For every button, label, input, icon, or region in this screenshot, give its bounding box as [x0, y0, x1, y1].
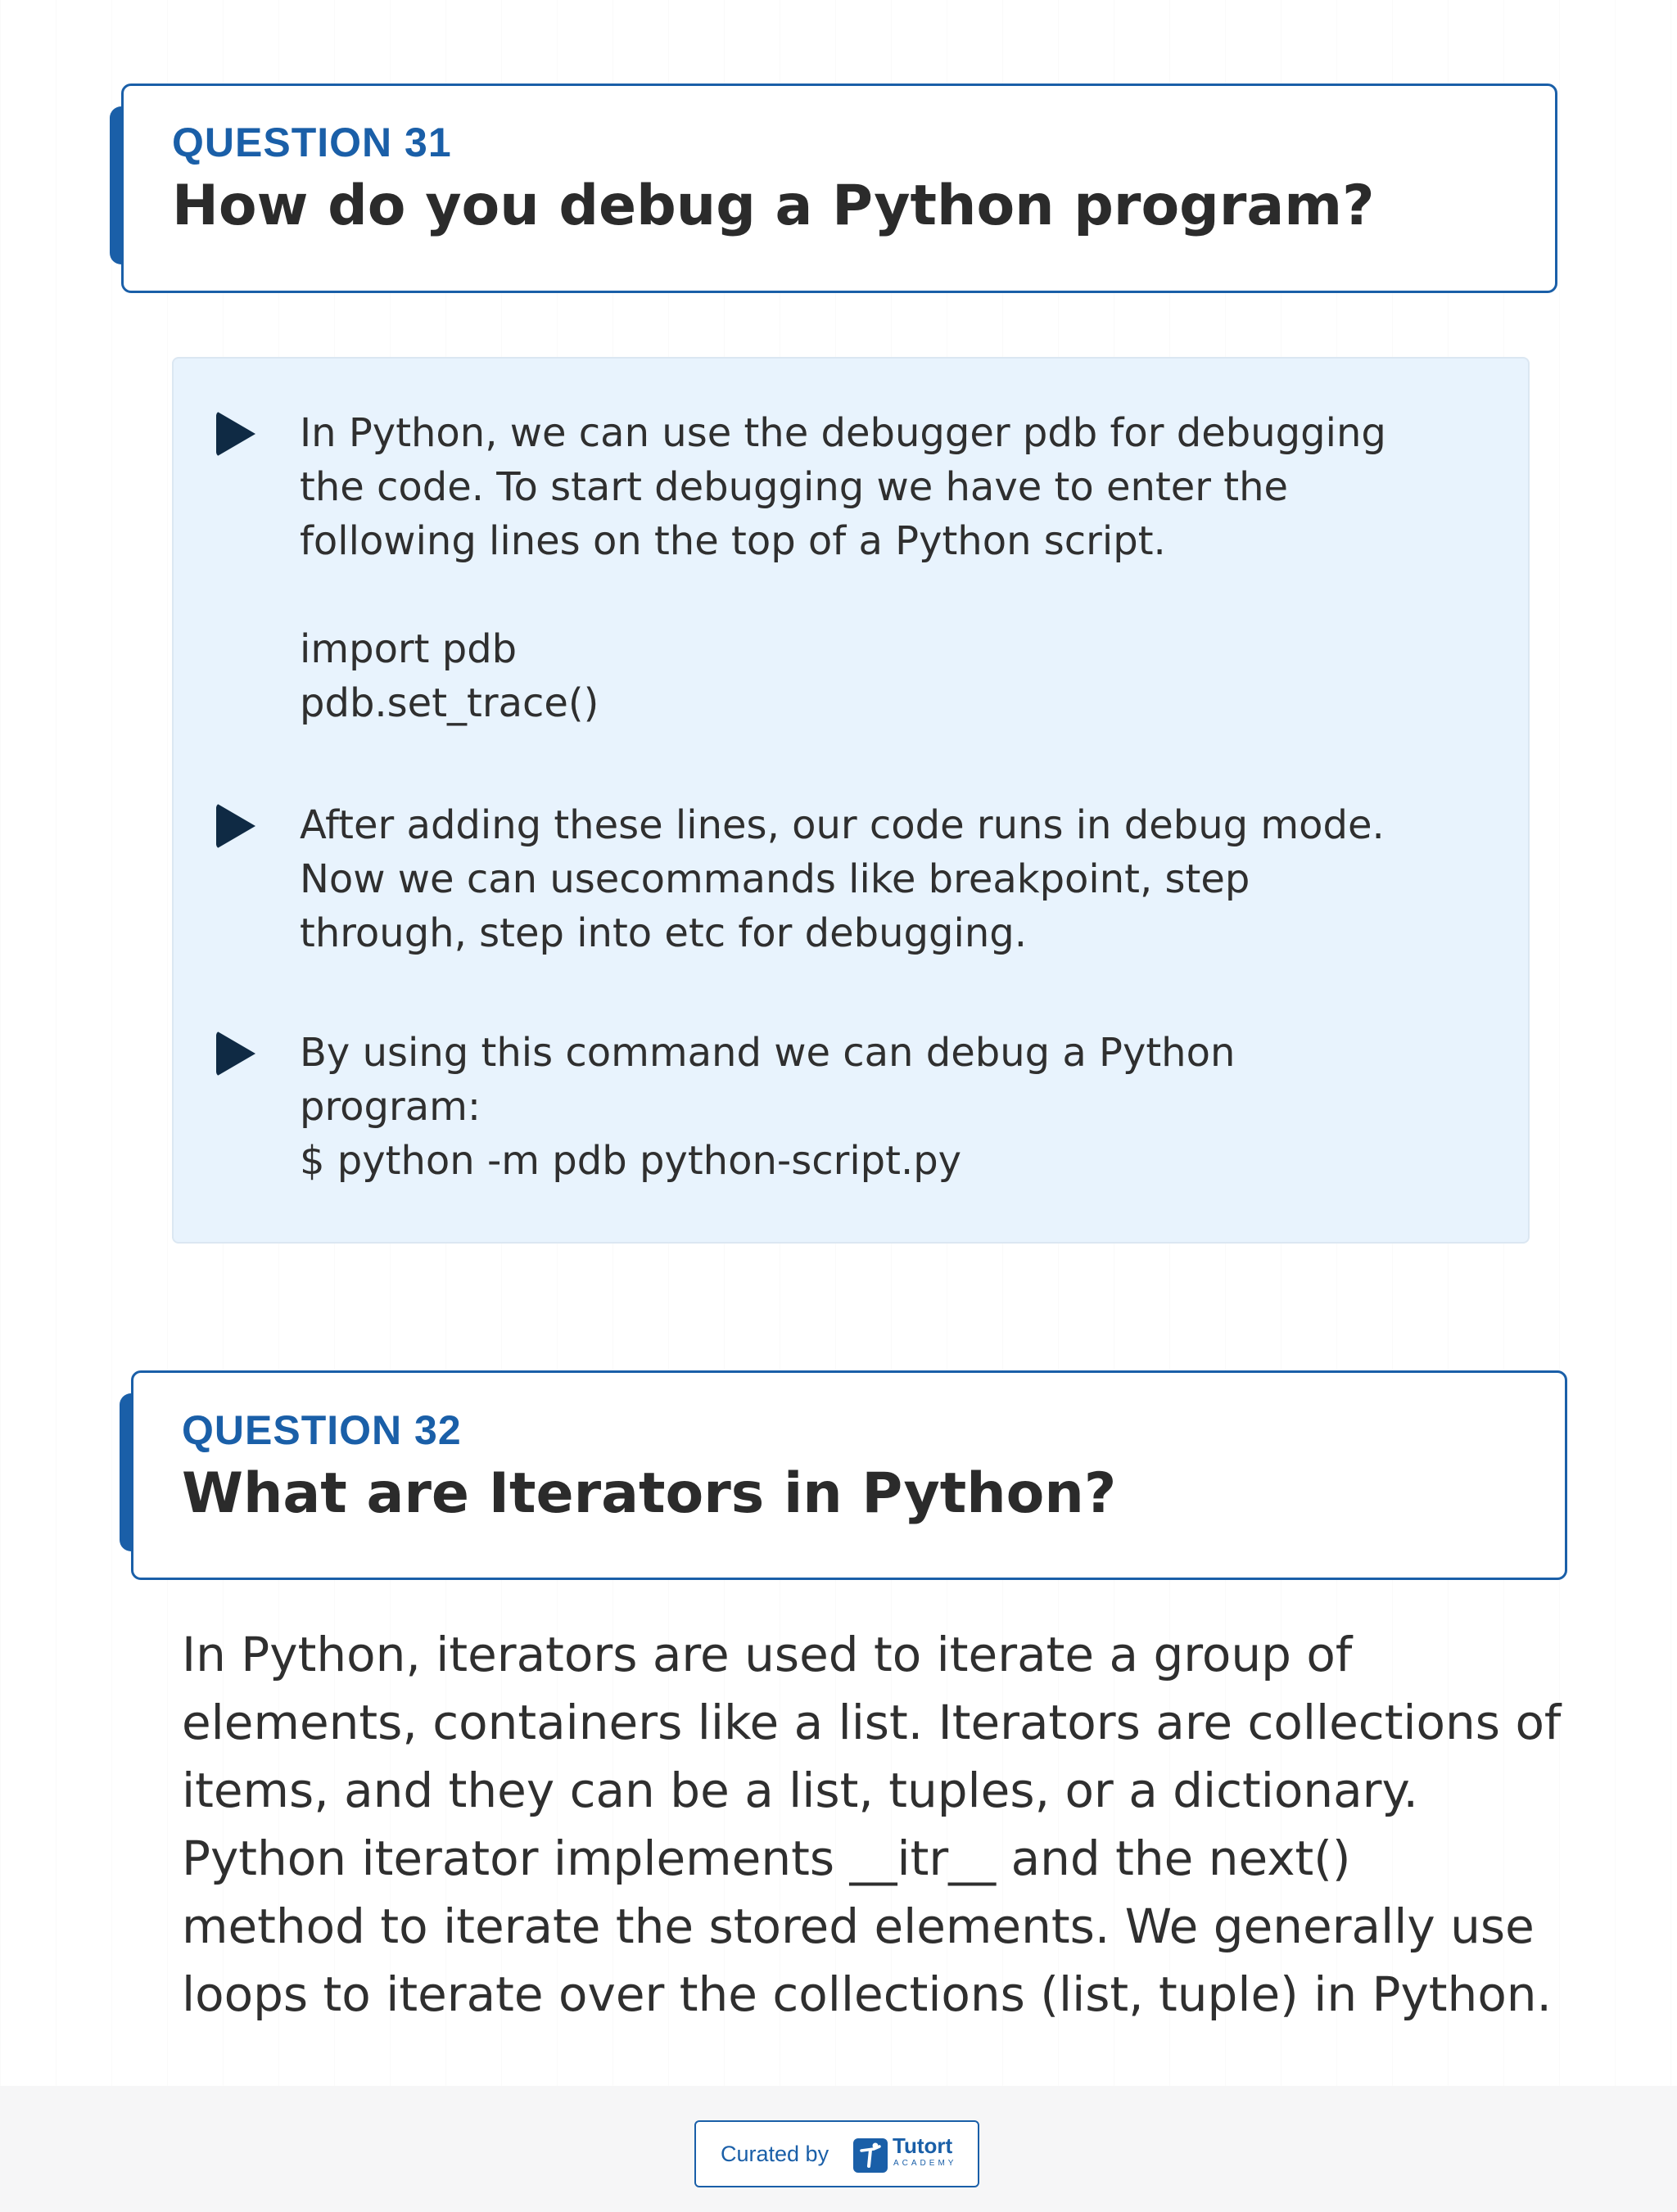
curated-by-badge [694, 2120, 979, 2187]
tutort-logo-subtitle: ACADEMY [893, 2159, 957, 2168]
bullet-2-line: Now we can usecommands like breakpoint, step [300, 856, 1250, 902]
answer-bullet-2 [300, 798, 1487, 960]
bullet-3-line: By using this command we can debug a Python [300, 1030, 1236, 1076]
code-snippet [300, 622, 1487, 730]
bullet-1-line: the code. To start debugging we have to enter the [300, 464, 1289, 510]
question-31-label: QUESTION 31 [172, 120, 452, 165]
paragraph-line: elements, containers like a list. Iterators are collections of [182, 1695, 1562, 1750]
bullet-2-line: After adding these lines, our code runs in debug mode. [300, 802, 1385, 848]
bullet-3-line: program: [300, 1084, 481, 1130]
tutort-logo-icon [853, 2138, 888, 2173]
curated-by-label: Curated by [721, 2142, 829, 2166]
question-32-title: What are Iterators in Python? [182, 1461, 1117, 1526]
tutort-logo-name: Tutort [893, 2133, 953, 2158]
question-31-answer-panel [172, 357, 1530, 1244]
question-32-label: QUESTION 32 [182, 1407, 462, 1453]
bullet-1-line: following lines on the top of a Python script. [300, 518, 1166, 564]
answer-bullet-3 [300, 1026, 1487, 1188]
paragraph-line: items, and they can be a list, tuples, or a dictionary. [182, 1763, 1418, 1818]
paragraph-line: In Python, iterators are used to iterate a group of [182, 1627, 1353, 1682]
bullet-3-line: $ python -m pdb python-script.py [300, 1138, 962, 1184]
code-line: pdb.set_trace() [300, 680, 599, 726]
bullet-2-line: through, step into etc for debugging. [300, 910, 1027, 956]
play-bullet-icon [216, 803, 255, 849]
paragraph-line: loops to iterate over the collections (list, tuple) in Python. [182, 1966, 1552, 2022]
paragraph-line: Python iterator implements __itr__ and the next() [182, 1831, 1351, 1886]
code-line: import pdb [300, 626, 518, 672]
play-bullet-icon [216, 1031, 255, 1077]
answer-bullet-1 [300, 406, 1487, 730]
question-31-title: How do you debug a Python program? [172, 174, 1375, 238]
play-bullet-icon [216, 411, 255, 457]
paragraph-line: method to iterate the stored elements. We generally use [182, 1898, 1535, 1954]
question-32-answer-paragraph [182, 1621, 1590, 2029]
bullet-1-line: In Python, we can use the debugger pdb for debugging [300, 410, 1386, 456]
